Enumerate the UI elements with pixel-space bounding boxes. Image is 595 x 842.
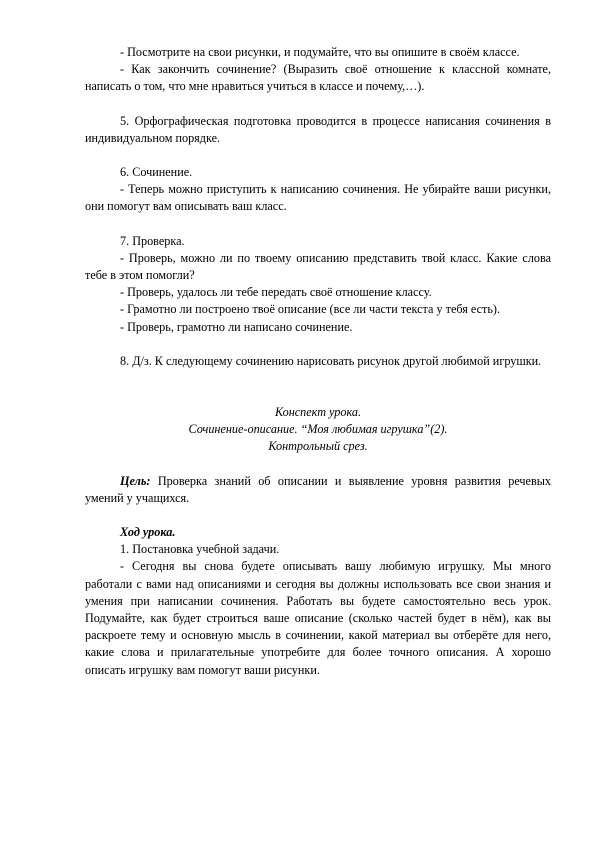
step-essay-heading: 6. Сочинение. <box>120 165 193 180</box>
paragraph-look-at-drawings: - Посмотрите на свои рисунки, и подумайте, что вы опишите в своём классе. <box>120 45 520 59</box>
paragraph-check-structure: - Грамотно ли построено твоё описание (все ли части текста у тебя есть). <box>120 302 501 317</box>
step-task-setting-heading: 1. Постановка учебной задачи. <box>120 542 280 557</box>
paragraph-start-writing: - Теперь можно приступить к написанию сочинения. Не убирайте ваши рисунки, они помогут вам описывать ваш класс. <box>85 182 551 214</box>
control-section-title: Контрольный срез. <box>268 439 368 454</box>
lesson-progress-heading: Ход урока. <box>120 525 176 540</box>
paragraph-check-spelling: - Проверь, грамотно ли написано сочинение. <box>120 319 353 334</box>
goal-text: Проверка знаний об описании и выявление уровня развития речевых умений у учащихся. <box>85 473 551 505</box>
lesson-topic-title: Сочинение-описание. “Моя любимая игрушка”(2). <box>188 422 448 437</box>
paragraph-check-description: - Проверь, можно ли по твоему описанию представить твой класс. Какие слова тебе в этом помогли? <box>85 250 551 283</box>
lesson-summary-title: Конспект урока. <box>274 405 362 420</box>
paragraph-homework: 8. Д/з. К следующему сочинению нарисовать рисунок другой любимой игрушки. <box>120 353 542 368</box>
paragraph-spelling-preparation: 5. Орфографическая подготовка проводится в процессе написания сочинения в индивидуальном порядке. <box>85 113 551 145</box>
paragraph-goal <box>85 473 551 507</box>
document-page <box>85 44 551 679</box>
paragraph-task-setting: - Сегодня вы снова будете описывать вашу любимую игрушку. Мы много работали с вами над описаниями и сегодня вы должны использовать все свои знания и умения при написании сочинения. Работать вы будете самостоятельно весь урок. Подумайте, как будет строиться ваше описание (сколько частей будет в нём), как вы раскроете тему и основную мысль в сочинении, какой материал вы отберёте для него, какие слова и прилагательные употребите для более точного описания. А хорошо описать игрушку вам помогут ваши рисунки. <box>85 559 551 677</box>
goal-label: Цель: <box>120 473 151 488</box>
paragraph-check-attitude: - Проверь, удалось ли тебе передать своё отношение классу. <box>120 285 432 300</box>
paragraph-how-to-finish: - Как закончить сочинение? (Выразить своё отношение к классной комнате, написать о том, что мне нравиться учиться в классе и почему,…). <box>85 62 551 94</box>
step-check-heading: 7. Проверка. <box>120 233 185 248</box>
